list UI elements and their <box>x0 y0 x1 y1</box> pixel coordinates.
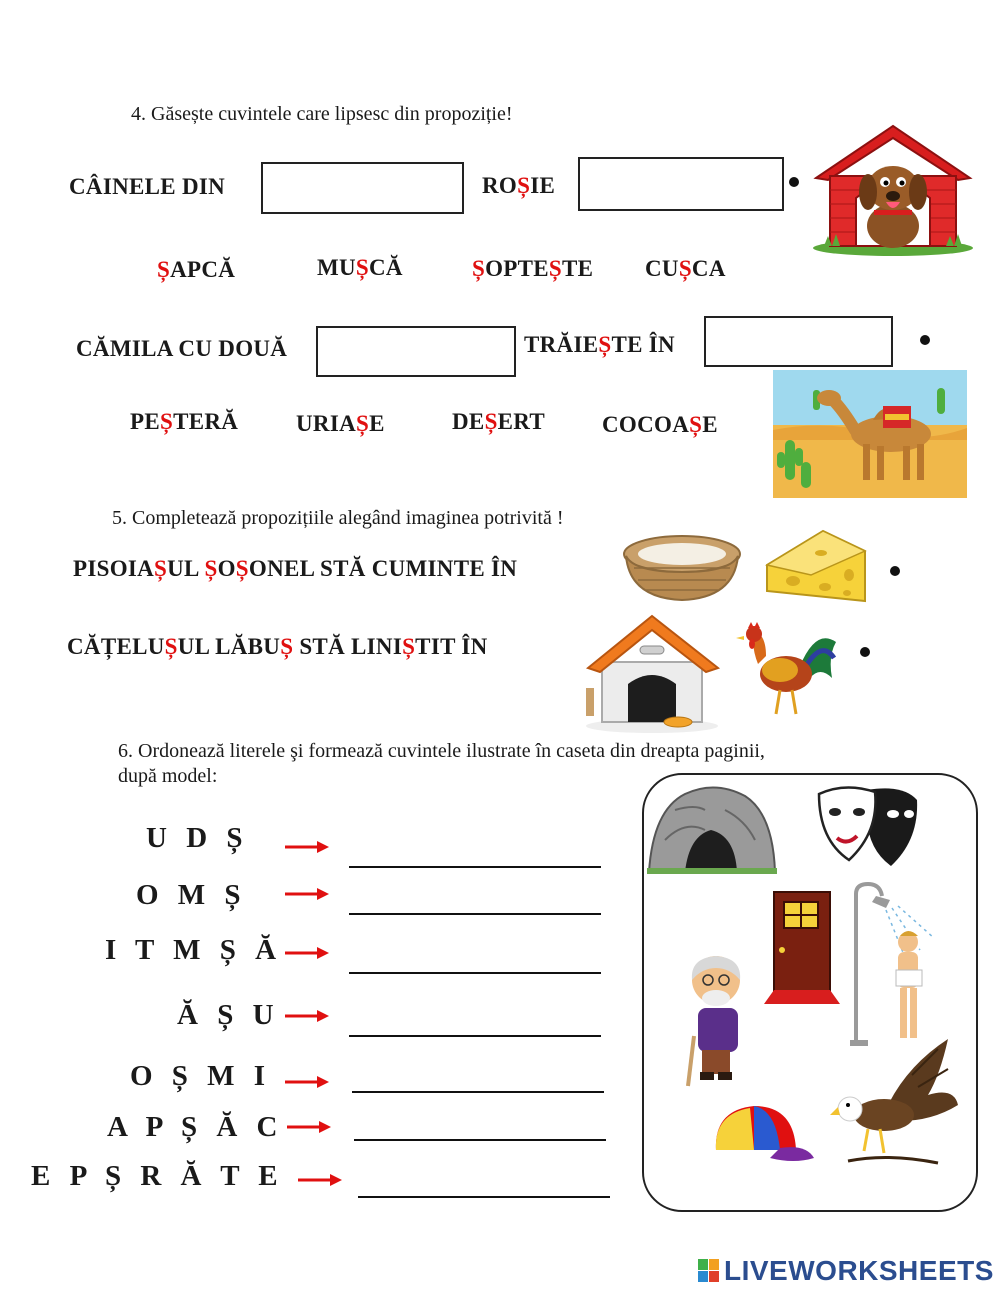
exercise-6-title-line-2: după model: <box>118 765 218 787</box>
scrambled-word-4: Ă Ș U <box>177 999 275 1031</box>
option-cusca: CUȘCA <box>645 256 726 281</box>
answer-box-3[interactable] <box>316 326 516 377</box>
theater-masks-icon <box>815 780 921 872</box>
answer-line-2[interactable] <box>349 913 601 915</box>
sentence-4: CĂȚELUȘUL LĂBUȘ STĂ LINIȘTIT ÎN <box>67 634 488 659</box>
answer-line-4[interactable] <box>349 1035 601 1037</box>
option-musca: MUȘCĂ <box>317 255 403 280</box>
shower-icon <box>846 880 946 1050</box>
arrow-icon <box>283 945 331 961</box>
sentence-1-part-2: ROȘIE <box>482 173 556 198</box>
cat-basket-icon[interactable] <box>620 528 744 606</box>
liveworksheets-logo[interactable] <box>698 1257 992 1285</box>
arrow-icon <box>296 1172 344 1188</box>
sentence-2-part-1: CĂMILA CU DOUĂ <box>76 336 288 361</box>
option-pestera: PEȘTERĂ <box>130 409 239 434</box>
scrambled-word-2: O M Ș <box>136 879 242 911</box>
option-uriase: URIAȘE <box>296 411 385 436</box>
exercise-4-title: 4. Găsește cuvintele care lipsesc din propoziție! <box>131 103 513 125</box>
arrow-icon <box>283 1008 331 1024</box>
dog-kennel-icon[interactable] <box>578 610 726 736</box>
cave-icon <box>645 780 779 876</box>
scrambled-word-1: U D Ș <box>146 822 244 854</box>
scrambled-word-3: I T M Ș Ă <box>105 934 278 966</box>
sentence-3: PISOIAȘUL ȘOȘONEL STĂ CUMINTE ÎN <box>73 556 518 581</box>
answer-box-1[interactable] <box>261 162 464 214</box>
scrambled-word-6: A P Ș Ă C <box>107 1111 279 1143</box>
answer-line-6[interactable] <box>354 1139 606 1141</box>
arrow-icon <box>283 839 331 855</box>
answer-line-1[interactable] <box>349 866 601 868</box>
sentence-2-part-2: TRĂIEȘTE ÎN <box>524 332 675 357</box>
match-dot-4[interactable] <box>860 647 870 657</box>
match-dot-1[interactable] <box>789 177 799 187</box>
option-sopteste: ȘOPTEȘTE <box>472 256 594 281</box>
option-desert: DEȘERT <box>452 409 546 434</box>
scrambled-word-7: E P Ș R Ă T E <box>31 1160 279 1192</box>
arrow-icon <box>285 1119 333 1135</box>
eagle-icon <box>828 1035 960 1175</box>
match-dot-2[interactable] <box>920 335 930 345</box>
exercise-5-title: 5. Completează propozițiile alegând imaginea potrivită ! <box>112 507 564 529</box>
sentence-1-part-1: CÂINELE DIN <box>69 174 226 199</box>
answer-line-7[interactable] <box>358 1196 610 1198</box>
scrambled-word-5: O Ș M I <box>130 1060 267 1092</box>
arrow-icon <box>283 1074 331 1090</box>
cheese-icon[interactable] <box>763 525 869 607</box>
rooster-icon[interactable] <box>736 622 840 718</box>
cap-icon <box>710 1100 818 1172</box>
option-sapca: ȘAPCĂ <box>157 257 236 282</box>
door-icon <box>764 890 840 1006</box>
dog-house-icon <box>806 118 980 258</box>
arrow-icon <box>283 886 331 902</box>
logo-blocks-icon <box>698 1259 720 1283</box>
match-dot-3[interactable] <box>890 566 900 576</box>
answer-box-2[interactable] <box>578 157 784 211</box>
camel-desert-icon <box>773 370 967 498</box>
logo-text: LIVEWORKSHEETS <box>724 1255 994 1286</box>
option-cocoase: COCOAȘE <box>602 412 718 437</box>
answer-line-5[interactable] <box>352 1091 604 1093</box>
old-man-icon <box>680 950 762 1088</box>
exercise-6-title-line-1: 6. Ordonează literele şi formează cuvintele ilustrate în caseta din dreapta paginii, <box>118 740 765 762</box>
answer-box-4[interactable] <box>704 316 893 367</box>
answer-line-3[interactable] <box>349 972 601 974</box>
